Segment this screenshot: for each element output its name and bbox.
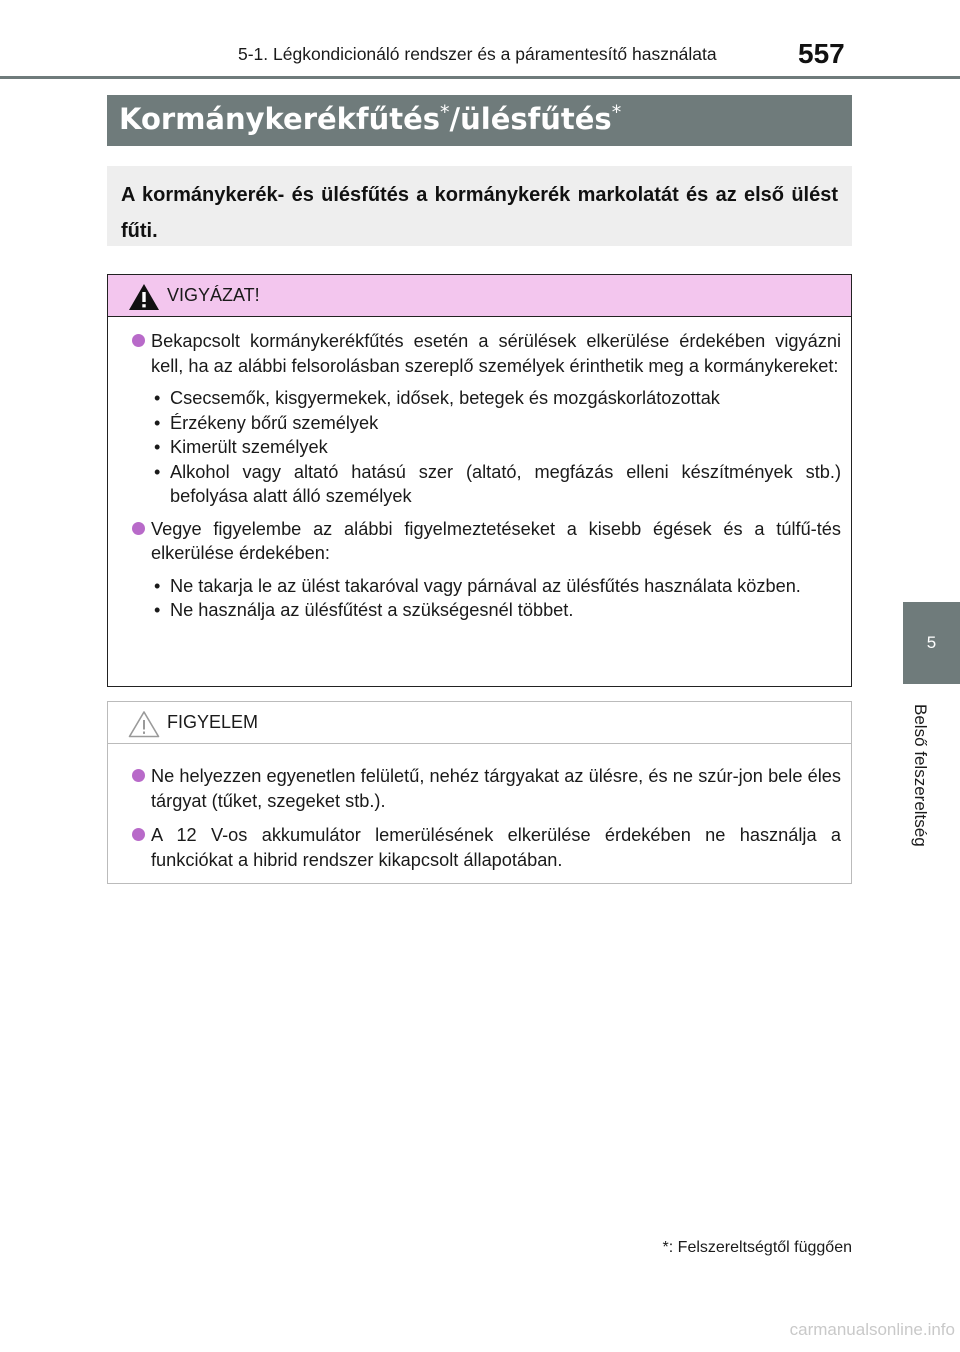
sub-bullet: • [154,575,161,596]
header-divider [0,76,960,79]
notice-label: FIGYELEM [167,712,259,732]
title-part-2: /ülésfűtés [449,102,612,136]
chapter-tab[interactable] [903,602,960,684]
caution-sublist [132,386,841,509]
sub-bullet: • [154,461,161,482]
caution-subitem [132,411,841,436]
title-asterisk-2: * [611,101,622,124]
page-number: 557 [798,38,845,69]
title-asterisk-1: * [440,101,450,124]
intro-text: A kormánykerék- és ülésfűtés a kormánykerék markolatát és az első ülést fűti. [121,184,838,242]
bullet-dot [132,334,145,347]
title-part-1: Kormánykerékfűtés [119,102,441,136]
warning-triangle-filled-icon [128,283,160,311]
sub-bullet: • [154,412,161,433]
caution-header [108,275,851,317]
title-bar [107,95,852,146]
sub-bullet: • [154,600,161,620]
caution-item [132,329,841,378]
caution-subitem [132,386,841,411]
bullet-dot [132,828,145,841]
caution-box [107,274,852,687]
chapter-number: 5 [926,633,937,652]
footnote-asterisk: * [662,1239,669,1256]
intro-box [107,166,852,246]
chapter-label: Belső felszereltség [911,704,930,847]
footnote [630,1239,852,1257]
notice-item [132,764,841,813]
notice-header [108,702,851,744]
page-title [119,102,621,136]
notice-item-text: A 12 V-os akkumulátor lemerülésének elkerülése érdekében ne használja a funkciókat a hibrid rendszer kikapcsolt állapotában. [151,825,841,870]
notice-item-text: Ne helyezzen egyenetlen felületű, nehéz tárgyakat az ülésre, és ne szúr-jon bele éles tárgyat (tűket, szegeket stb.). [151,766,841,811]
sub-bullet: • [154,388,161,408]
notice-body [108,744,851,872]
caution-item [132,517,841,566]
caution-subitem [132,598,841,623]
caution-subitem-text: Kimerült személyek [170,437,328,457]
section-title: 5-1. Légkondicionáló rendszer és a páramentesítő használata [238,44,717,64]
caution-subitem [132,435,841,460]
warning-triangle-outline-icon [128,710,160,738]
caution-subitem-text: Alkohol vagy altató hatású szer (altató, megfázás elleni készítmények stb.) befolyása alatt álló személyek [170,461,841,506]
sub-bullet: • [154,437,161,457]
caution-sublist [132,574,841,623]
caution-subitem-text: Érzékeny bőrű személyek [170,412,379,433]
caution-subitem [132,460,841,509]
caution-subitem-text: Ne használja az ülésfűtést a szükségesnél többet. [170,600,574,620]
notice-item [132,823,841,872]
notice-box [107,701,852,884]
caution-subitem [132,574,841,599]
caution-body [108,317,851,623]
caution-item-text: Bekapcsolt kormánykerékfűtés esetén a sérülések elkerülése érdekében vigyázni kell, ha az alábbi felsorolásban szereplő személyek érinthetik meg a kormánykereket: [151,331,841,376]
bullet-dot [132,769,145,782]
caution-subitem-text: Ne takarja le az ülést takaróval vagy párnával az ülésfűtés használata közben. [170,575,801,596]
caution-subitem-text: Csecsemők, kisgyermekek, idősek, betegek és mozgáskorlátozottak [170,388,720,408]
bullet-dot [132,522,145,535]
caution-item-text: Vegye figyelembe az alábbi figyelmeztetéseket a kisebb égések és a túlfű-tés elkerülése érdekében: [151,518,841,563]
caution-label: VIGYÁZAT! [167,285,260,305]
footnote-text: : Felszereltségtől függően [668,1239,852,1256]
watermark: carmanualsonline.info [789,1320,955,1339]
